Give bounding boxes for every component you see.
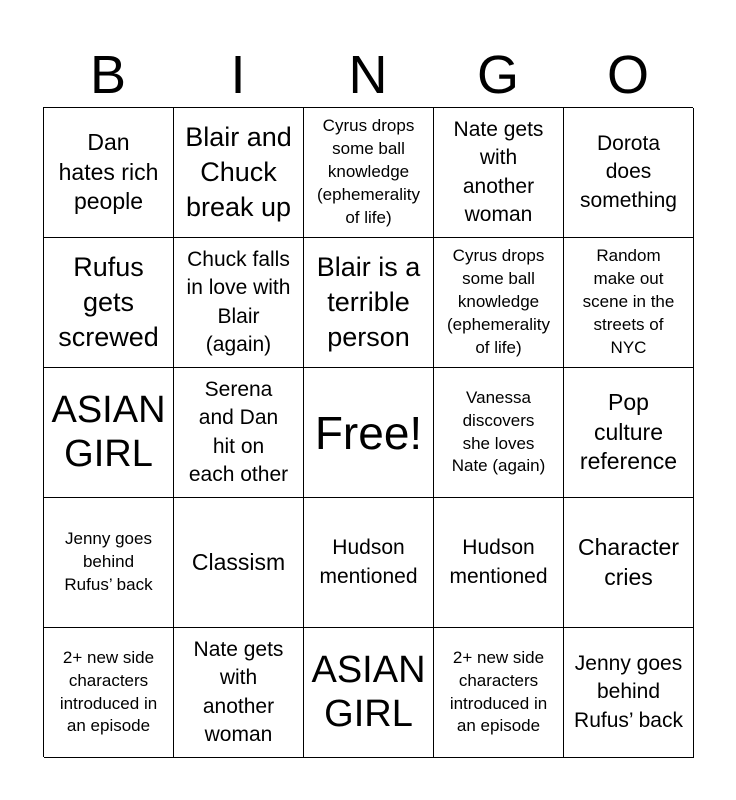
header-letter-b: B xyxy=(89,45,127,105)
bingo-cell-text: Blair is a terrible person xyxy=(316,251,421,353)
bingo-cell-text: Nate gets with another woman xyxy=(193,637,284,746)
bingo-cell[interactable] xyxy=(174,498,304,628)
bingo-cell[interactable] xyxy=(304,108,434,238)
bingo-cell[interactable] xyxy=(564,498,694,628)
bingo-cell[interactable] xyxy=(44,108,174,238)
bingo-cell-text: Jenny goes behind Rufus’ back xyxy=(64,529,153,594)
bingo-cell-text: Free! xyxy=(314,406,423,459)
bingo-cell-text: Pop culture reference xyxy=(579,388,678,475)
bingo-cell[interactable] xyxy=(304,628,434,758)
bingo-cell-text: 2+ new side characters introduced in an episode xyxy=(449,647,548,736)
bingo-cell[interactable] xyxy=(564,108,694,238)
bingo-cell[interactable] xyxy=(174,368,304,498)
bingo-cell[interactable] xyxy=(564,368,694,498)
bingo-cell[interactable] xyxy=(434,238,564,368)
bingo-cell[interactable] xyxy=(304,498,434,628)
bingo-cell-text: Jenny goes behind Rufus’ back xyxy=(574,651,683,732)
bingo-cell[interactable] xyxy=(44,368,174,498)
bingo-cell-text: Chuck falls in love with Blair (again) xyxy=(186,247,291,356)
bingo-cell-text: Vanessa discovers she loves Nate (again) xyxy=(451,387,546,476)
bingo-grid xyxy=(43,107,693,757)
bingo-cell[interactable] xyxy=(174,238,304,368)
bingo-cell-text: Serena and Dan hit on each other xyxy=(188,377,289,486)
bingo-cell-text: Character cries xyxy=(578,533,679,590)
bingo-cell-text: Dorota does something xyxy=(580,131,677,212)
bingo-cell-text: ASIAN GIRL xyxy=(311,648,426,735)
header-letter-g: G xyxy=(476,45,519,105)
bingo-cell-text: Nate gets with another woman xyxy=(453,117,544,226)
header-letter-n: N xyxy=(348,45,388,105)
bingo-cell-text: Blair and Chuck break up xyxy=(185,121,292,223)
bingo-cell-text: Rufus gets screwed xyxy=(58,251,159,353)
bingo-cell[interactable] xyxy=(564,628,694,758)
bingo-cell[interactable] xyxy=(564,238,694,368)
bingo-cell-text: Dan hates rich people xyxy=(58,128,159,215)
bingo-cell-text: Cyrus drops some ball knowledge (ephemerality of life) xyxy=(447,246,550,357)
bingo-cell[interactable] xyxy=(44,238,174,368)
bingo-cell[interactable] xyxy=(44,628,174,758)
bingo-cell[interactable] xyxy=(434,498,564,628)
bingo-cell[interactable] xyxy=(434,628,564,758)
bingo-cell[interactable] xyxy=(174,108,304,238)
bingo-cell[interactable] xyxy=(434,108,564,238)
bingo-cell-text: ASIAN GIRL xyxy=(51,388,166,475)
bingo-header xyxy=(43,44,693,106)
bingo-cell[interactable] xyxy=(44,498,174,628)
bingo-cell-text: Hudson mentioned xyxy=(449,536,548,588)
bingo-cell[interactable] xyxy=(174,628,304,758)
bingo-cell-text: Hudson mentioned xyxy=(319,536,418,588)
bingo-cell[interactable] xyxy=(434,368,564,498)
header-letter-i: I xyxy=(230,45,246,105)
header-letter-o: O xyxy=(606,45,649,105)
bingo-cell-text: Random make out scene in the streets of NYC xyxy=(582,246,675,357)
bingo-cell-text: Cyrus drops some ball knowledge (ephemerality of life) xyxy=(317,116,420,227)
bingo-cell-text: Classism xyxy=(191,548,286,575)
bingo-cell-text: 2+ new side characters introduced in an episode xyxy=(59,647,158,736)
bingo-cell[interactable] xyxy=(304,238,434,368)
bingo-cell-free[interactable] xyxy=(304,368,434,498)
